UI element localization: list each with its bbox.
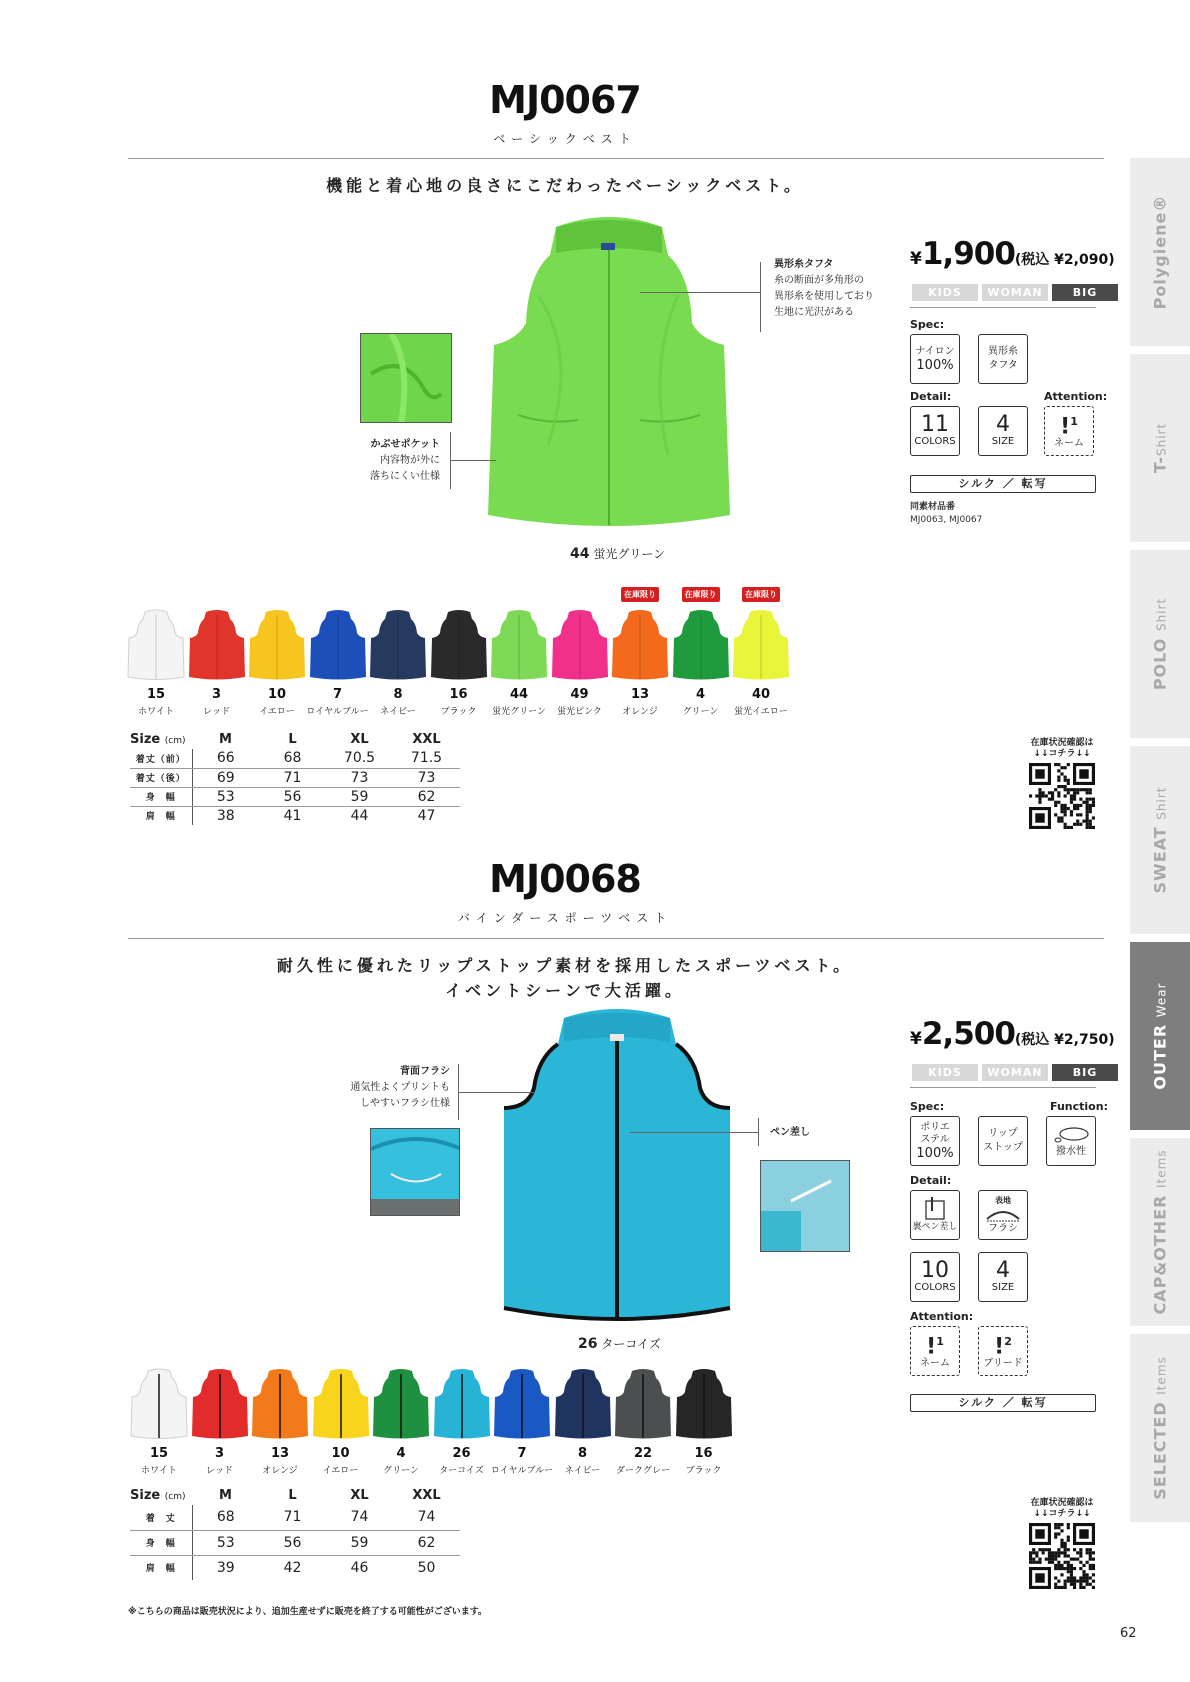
- attention-name-box: [1044, 406, 1094, 456]
- color-swatch[interactable]: [611, 609, 669, 681]
- color-number: 15: [146, 687, 166, 702]
- page-number: 62: [1120, 1626, 1137, 1641]
- pen-pocket-icon: [920, 1197, 950, 1221]
- color-swatch[interactable]: [248, 609, 306, 681]
- color-swatch[interactable]: [614, 1368, 672, 1440]
- table-row: 着丈（後） 69 71 73 73: [130, 768, 460, 787]
- vest-swatch-icon: [369, 609, 427, 681]
- vest-swatch-icon: [127, 609, 185, 681]
- vest-swatch-icon: [732, 609, 790, 681]
- back-mesh-detail-image: [370, 1128, 460, 1216]
- color-number: 4: [396, 1446, 406, 1461]
- color-name: ホワイト: [138, 707, 174, 717]
- color-swatch[interactable]: [732, 609, 790, 681]
- table-row: 身 幅 53 56 59 62: [130, 787, 460, 806]
- callout-back-mesh: 背面フラシ 通気性よくプリントも しやすいフラシ仕様: [350, 1066, 450, 1109]
- spec-fabric-box: [978, 334, 1028, 384]
- color-name: グリーン: [383, 1466, 419, 1476]
- color-name: ネイビー: [380, 707, 416, 717]
- color-name: 蛍光ピンク: [557, 707, 602, 717]
- same-material-codes: 同素材品番 MJ0063, MJ0067: [910, 502, 983, 525]
- vest-swatch-icon: [130, 1368, 188, 1440]
- limited-stock-badge: 在庫限り: [742, 587, 780, 602]
- color-name: ダークグレー: [615, 1466, 670, 1476]
- vest-swatch-icon: [493, 1368, 551, 1440]
- spec-material-percent: 100%: [916, 1145, 954, 1161]
- color-name: イエロー: [322, 1466, 359, 1476]
- print-methods: シルク ／ 転写: [910, 1394, 1096, 1412]
- attention-icon: !$^2$: [994, 1334, 1012, 1360]
- attention-name-box: [910, 1326, 960, 1376]
- mesh-fabric-icon: [985, 1207, 1021, 1223]
- color-name: ネイビー: [564, 1466, 601, 1476]
- callout-line: [760, 262, 761, 332]
- attention-label: Attention:: [910, 1310, 974, 1323]
- limited-stock-badge: 在庫限り: [682, 587, 720, 602]
- tab-sweat-shirt[interactable]: SWEAT Shirt: [1130, 746, 1190, 934]
- function-label: Function:: [1050, 1100, 1108, 1113]
- tab-t-shirt[interactable]: T-Shirt: [1130, 354, 1190, 542]
- price: ¥2,500(税込 ¥2,750): [910, 1016, 1115, 1052]
- vest-swatch-icon: [551, 609, 609, 681]
- attention-icon: !$^1$: [926, 1334, 944, 1360]
- color-number: 3: [214, 1446, 225, 1461]
- colors-word: COLORS: [914, 436, 956, 447]
- spec-material-box: [910, 1116, 960, 1166]
- color-swatch[interactable]: [430, 609, 488, 681]
- vest-swatch-icon: [248, 609, 306, 681]
- vest-swatch-icon: [490, 609, 548, 681]
- color-name: オレンジ: [262, 1466, 298, 1476]
- vest-swatch-icon: [672, 609, 730, 681]
- pen-pocket-graphic: [761, 1161, 850, 1252]
- color-number: 8: [393, 687, 403, 702]
- detail-text: フラシ: [988, 1223, 1018, 1234]
- color-number: 13: [270, 1446, 290, 1461]
- water-drop-icon: [1052, 1124, 1090, 1146]
- main-product-image-vest: [478, 215, 740, 537]
- print-methods: シルク ／ 転写: [910, 475, 1096, 493]
- attention-icon: !$^1$: [1060, 414, 1078, 440]
- tab-outer-wear[interactable]: OUTER Wear: [1130, 942, 1190, 1130]
- color-number: 40: [751, 687, 771, 702]
- color-swatch[interactable]: [130, 1368, 188, 1440]
- limited-stock-badge: 在庫限り: [621, 587, 659, 602]
- size-header-m: M: [219, 732, 232, 747]
- color-number: 3: [211, 687, 222, 702]
- size-word: SIZE: [991, 1282, 1015, 1293]
- detail-top-text: 表地: [995, 1196, 1011, 1205]
- color-swatch[interactable]: [672, 609, 730, 681]
- size-count: 4: [996, 1258, 1010, 1283]
- vest-swatch-icon: [188, 609, 246, 681]
- pen-pocket-detail-image: [760, 1160, 850, 1252]
- main-color-caption: 44 蛍光グリーン: [570, 546, 666, 562]
- attention-text: ネーム: [920, 1357, 950, 1369]
- stock-check-qr-code[interactable]: [1029, 763, 1095, 829]
- size-table-corner: Size (cm): [130, 1488, 186, 1503]
- size-table: [130, 1486, 460, 1580]
- vest-swatch-icon: [554, 1368, 612, 1440]
- table-row: 着 丈 68 71 74 74: [130, 1505, 460, 1530]
- spec-material: ポリエ ステル: [920, 1121, 950, 1145]
- color-swatch[interactable]: [188, 609, 246, 681]
- back-mesh-graphic: [371, 1129, 460, 1216]
- qr-label: 在庫状況確認は ↓↓コチラ↓↓: [1030, 1498, 1094, 1519]
- color-number: 16: [694, 1446, 713, 1461]
- divider: [128, 158, 1104, 159]
- vest-swatch-icon: [433, 1368, 491, 1440]
- spec-material: ナイロン: [915, 346, 955, 357]
- color-name: 蛍光グリーン: [492, 707, 546, 717]
- spec-label: Spec:: [910, 1100, 945, 1113]
- size-table-corner: Size (cm): [130, 732, 186, 747]
- size-range-tags: [912, 284, 1118, 301]
- spec-fabric-2: タフタ: [988, 360, 1018, 371]
- table-row: 肩 幅 39 42 46 50: [130, 1555, 460, 1580]
- color-number: 10: [267, 687, 287, 702]
- size-header-l: L: [288, 1488, 297, 1503]
- colors-count: 11: [921, 412, 949, 437]
- product-code-mj0068: MJ0068: [489, 857, 641, 901]
- callout-pocket: かぶせポケット 内容物が外に 落ちにくい仕様: [370, 439, 440, 482]
- callout-line: [758, 1118, 759, 1146]
- vest-swatch-icon: [251, 1368, 309, 1440]
- color-name: ターコイズ: [439, 1466, 484, 1476]
- size-count: 4: [996, 412, 1010, 437]
- color-number: 49: [570, 687, 589, 702]
- color-name: イエロー: [259, 707, 295, 717]
- color-name: レッド: [206, 1466, 233, 1476]
- attention-label: Attention:: [1044, 390, 1108, 403]
- size-tag-kids: KIDS: [912, 284, 978, 301]
- color-name: 蛍光イエロー: [734, 707, 788, 717]
- colors-count-box: [910, 1252, 960, 1302]
- vest-swatch-icon: [675, 1368, 733, 1440]
- colors-count-box: [910, 406, 960, 456]
- vest-swatch-icon: [372, 1368, 430, 1440]
- divider: [910, 1087, 1096, 1088]
- size-header-l: L: [288, 732, 297, 747]
- tab-selected-items[interactable]: SELECTED Items: [1130, 1334, 1190, 1522]
- detail-label: Detail:: [910, 1174, 952, 1187]
- size-header-xxl: XXL: [412, 1488, 441, 1503]
- attention-bleed-box: [978, 1326, 1028, 1376]
- colors-word: COLORS: [914, 1282, 956, 1293]
- color-swatch[interactable]: [127, 609, 185, 681]
- function-text: 撥水性: [1056, 1146, 1086, 1157]
- color-number: 4: [695, 687, 706, 702]
- color-swatch[interactable]: [490, 609, 548, 681]
- spec-fabric-2: ストップ: [983, 1142, 1023, 1153]
- detail-text: 裏ペン差し: [912, 1222, 958, 1232]
- color-swatch[interactable]: [191, 1368, 249, 1440]
- size-header-xl: XL: [350, 1488, 369, 1503]
- size-range-tags: [912, 1064, 1118, 1081]
- color-swatch[interactable]: [312, 1368, 370, 1440]
- main-color-caption: 26 ターコイズ: [578, 1336, 661, 1352]
- size-tag-woman: WOMAN: [982, 284, 1048, 301]
- color-number: 44: [509, 687, 529, 702]
- table-row: 着丈（前） 66 68 70.5 71.5: [130, 749, 460, 768]
- detail-label: Detail:: [910, 390, 952, 403]
- vest-swatch-icon: [611, 609, 669, 681]
- colors-count: 10: [921, 1258, 949, 1283]
- tab-cap-other-items[interactable]: CAP&OTHER Items: [1130, 1138, 1190, 1326]
- product-code-mj0067: MJ0067: [489, 78, 641, 122]
- size-tag-big: BIG: [1052, 284, 1118, 301]
- size-header-xl: XL: [350, 732, 369, 747]
- size-table: [130, 730, 460, 825]
- size-tag-woman: WOMAN: [982, 1064, 1048, 1081]
- color-swatch[interactable]: [554, 1368, 612, 1440]
- spec-material-percent: 100%: [916, 358, 954, 373]
- detail-mesh-box: [978, 1190, 1028, 1240]
- divider: [910, 307, 1096, 308]
- color-name: ロイヤルブルー: [490, 1466, 554, 1476]
- color-number: 15: [149, 1446, 169, 1461]
- color-swatch[interactable]: [251, 1368, 309, 1440]
- color-name: オレンジ: [622, 707, 658, 717]
- size-count-box: [978, 406, 1028, 456]
- color-number: 22: [633, 1446, 653, 1461]
- catch-copy: 機能と着心地の良さにこだわったベーシックベスト。: [326, 176, 804, 195]
- vest-swatch-icon: [312, 1368, 370, 1440]
- color-name: ホワイト: [141, 1466, 177, 1476]
- attention-text: ブリード: [983, 1357, 1023, 1369]
- color-swatch[interactable]: [675, 1368, 733, 1440]
- color-swatch[interactable]: [309, 609, 367, 681]
- callout-line: [458, 1092, 534, 1093]
- color-name: ロイヤルブルー: [306, 707, 369, 717]
- color-number: 7: [517, 1446, 527, 1461]
- size-word: SIZE: [991, 436, 1015, 447]
- catch-copy: 耐久性に優れたリップストップ素材を採用したスポーツベスト。 イベントシーンで大活躍。: [276, 956, 854, 1000]
- footnote: ※こちらの商品は販売状況により、追加生産せずに販売を終了する可能性がございます。: [128, 1607, 488, 1617]
- pocket-detail-image: [360, 333, 452, 423]
- vest-swatch-icon: [309, 609, 367, 681]
- callout-fabric: 異形糸タフタ 糸の断面が多角形の 異形糸を使用しており 生地に光沢がある: [774, 259, 874, 318]
- size-header-xxl: XXL: [412, 732, 441, 747]
- color-name: ブラック: [685, 1466, 722, 1476]
- pocket-detail-graphic: [361, 334, 452, 423]
- color-name: グリーン: [682, 707, 719, 717]
- spec-fabric-box: [978, 1116, 1028, 1166]
- price: ¥1,900(税込 ¥2,090): [910, 236, 1115, 272]
- color-name: ブラック: [440, 707, 477, 717]
- qr-label: 在庫状況確認は ↓↓コチラ↓↓: [1030, 738, 1094, 759]
- product-name: ベーシックベスト: [493, 132, 637, 146]
- color-number: 8: [577, 1446, 588, 1461]
- vest-swatch-icon: [191, 1368, 249, 1440]
- callout-line: [640, 292, 760, 293]
- size-tag-big: BIG: [1052, 1064, 1118, 1081]
- attention-text: ネーム: [1054, 437, 1084, 449]
- color-number: 16: [449, 687, 468, 702]
- function-water-repellent-box: [1046, 1116, 1096, 1166]
- spec-fabric: リップ: [988, 1128, 1018, 1139]
- vest-swatch-icon: [614, 1368, 672, 1440]
- size-header-m: M: [219, 1488, 232, 1503]
- vest-swatch-icon: [430, 609, 488, 681]
- color-number: 26: [452, 1446, 471, 1461]
- tab-polo-shirt[interactable]: POLO Shirt: [1130, 550, 1190, 738]
- color-swatch[interactable]: [493, 1368, 551, 1440]
- color-name: レッド: [203, 707, 230, 717]
- tab-polygiene[interactable]: Polygiene®: [1130, 158, 1190, 346]
- callout-line: [450, 460, 496, 461]
- callout-line: [630, 1132, 758, 1133]
- color-number: 13: [630, 687, 650, 702]
- table-row: 身 幅 53 56 59 62: [130, 1530, 460, 1555]
- color-number: 10: [331, 1446, 350, 1461]
- spec-material-box: [910, 334, 960, 384]
- main-product-image-vest: [494, 1008, 740, 1330]
- color-swatch[interactable]: [369, 609, 427, 681]
- size-count-box: [978, 1252, 1028, 1302]
- spec-label: Spec:: [910, 318, 945, 331]
- color-swatch[interactable]: [551, 609, 609, 681]
- color-swatch[interactable]: [433, 1368, 491, 1440]
- stock-check-qr-code[interactable]: [1029, 1523, 1095, 1589]
- table-row: 肩 幅 38 41 44 47: [130, 806, 460, 825]
- detail-pen-pocket-box: [910, 1190, 960, 1240]
- divider: [128, 938, 1104, 939]
- callout-pen-pocket: ペン差し: [770, 1127, 810, 1138]
- product-name: バインダースポーツベスト: [457, 911, 673, 925]
- spec-fabric: 異形糸: [988, 346, 1018, 357]
- color-number: 7: [332, 687, 343, 702]
- size-tag-kids: KIDS: [912, 1064, 978, 1081]
- color-swatch[interactable]: [372, 1368, 430, 1440]
